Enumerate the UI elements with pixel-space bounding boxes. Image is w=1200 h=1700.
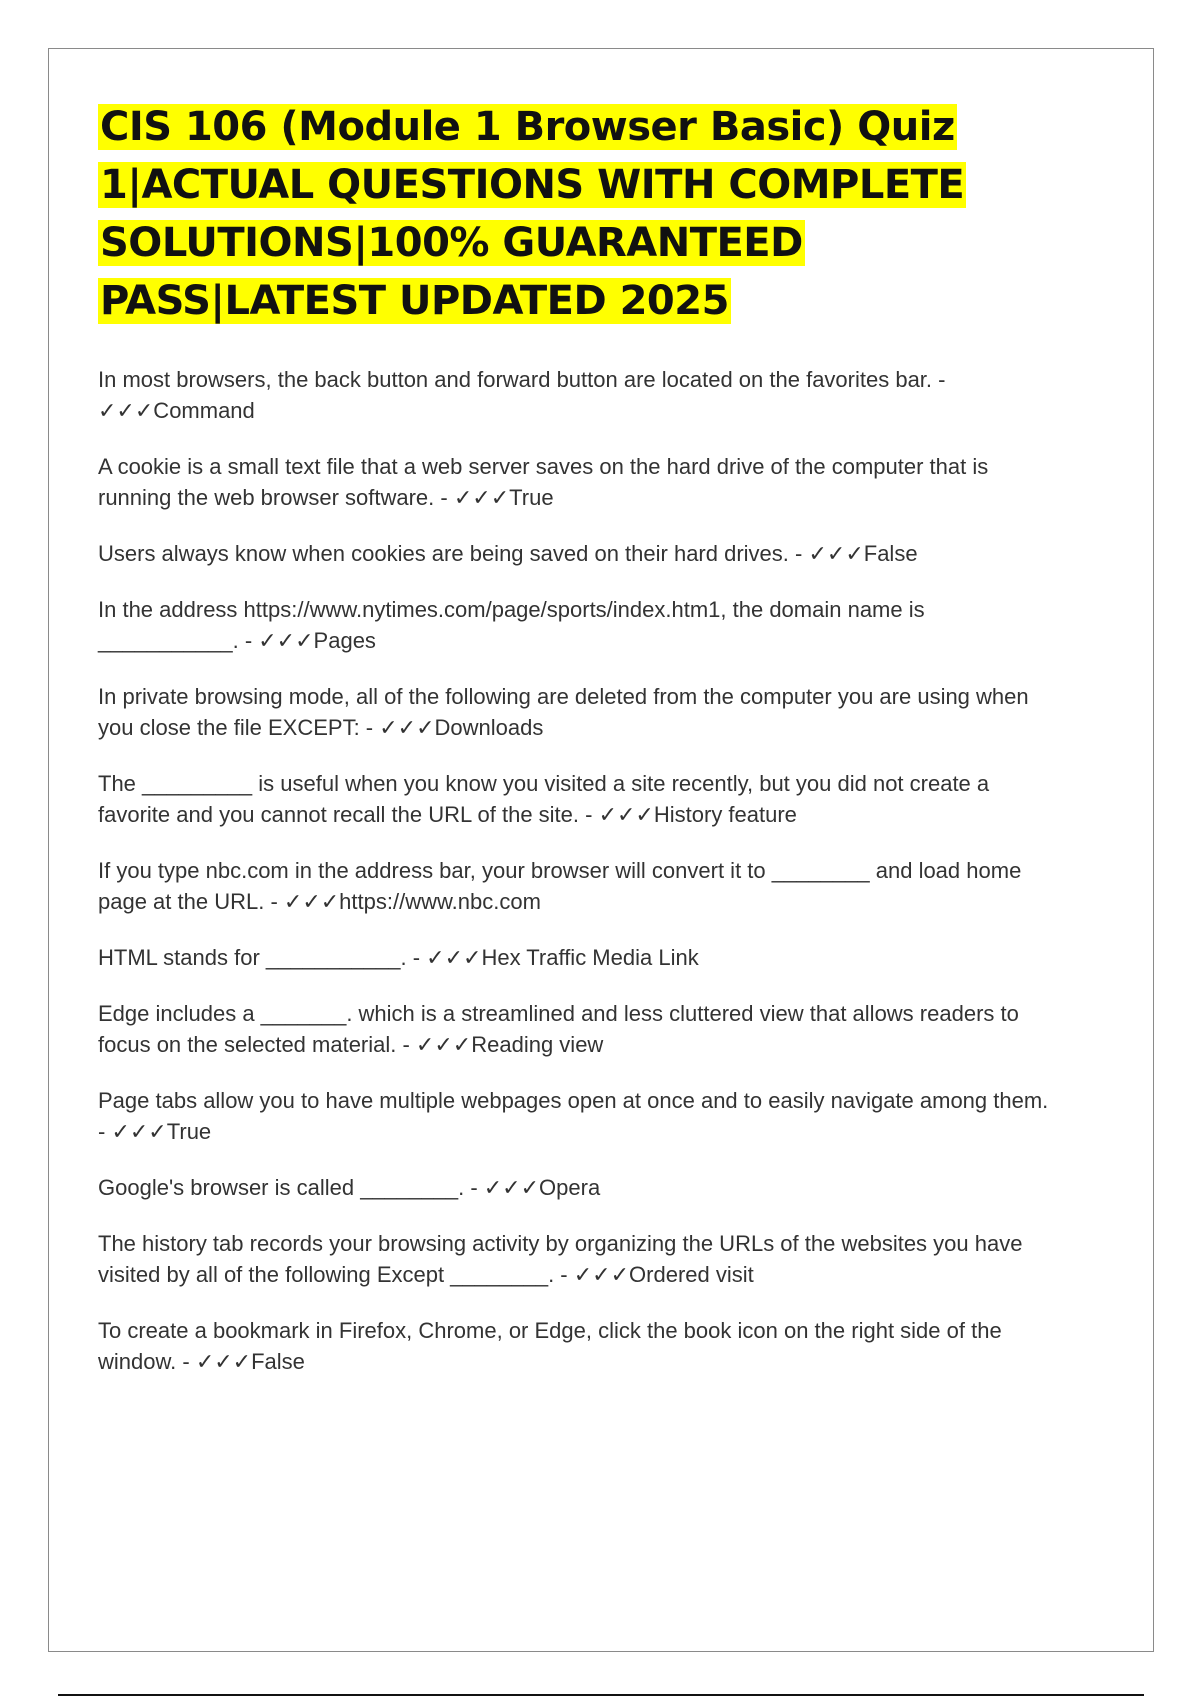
qa-item: HTML stands for ___________. - ✓✓✓Hex Traffic Media Link bbox=[98, 945, 699, 970]
qa-list bbox=[98, 364, 1058, 1377]
qa-item: In most browsers, the back button and forward button are located on the favorites bar. - ✓✓✓Command bbox=[98, 367, 946, 423]
footer-divider bbox=[58, 1694, 1144, 1696]
qa-item: If you type nbc.com in the address bar, your browser will convert it to ________ and load home page at the URL. - ✓✓✓https://www.nbc.com bbox=[98, 858, 1022, 914]
qa-item: To create a bookmark in Firefox, Chrome, or Edge, click the book icon on the right side of the window. - ✓✓✓False bbox=[98, 1318, 1002, 1374]
qa-item: The history tab records your browsing activity by organizing the URLs of the websites you have visited by all of the following Except ________. - ✓✓✓Ordered visit bbox=[98, 1231, 1023, 1287]
qa-item: In the address https://www.nytimes.com/page/sports/index.htm1, the domain name is ___________. - ✓✓✓Pages bbox=[98, 597, 925, 653]
qa-item: The _________ is useful when you know you visited a site recently, but you did not create a favorite and you cannot recall the URL of the site. - ✓✓✓History feature bbox=[98, 771, 990, 827]
qa-item: Edge includes a _______. which is a streamlined and less cluttered view that allows readers to focus on the selected material. - ✓✓✓Reading view bbox=[98, 1001, 1019, 1057]
title-line-1: CIS 106 (Module 1 Browser Basic) Quiz bbox=[100, 104, 955, 150]
qa-item: Page tabs allow you to have multiple webpages open at once and to easily navigate among them. - ✓✓✓True bbox=[98, 1088, 1049, 1144]
qa-item: Users always know when cookies are being saved on their hard drives. - ✓✓✓False bbox=[98, 541, 918, 566]
qa-item: Google's browser is called ________. - ✓✓✓Opera bbox=[98, 1175, 601, 1200]
title-line-3: SOLUTIONS|100% GUARANTEED bbox=[100, 220, 803, 266]
document-content bbox=[98, 98, 1058, 1402]
title-line-2: 1|ACTUAL QUESTIONS WITH COMPLETE bbox=[100, 162, 965, 208]
qa-item: In private browsing mode, all of the following are deleted from the computer you are using when you close the file EXCEPT: - ✓✓✓Downloads bbox=[98, 684, 1029, 740]
document-title bbox=[98, 98, 1058, 330]
qa-item: A cookie is a small text file that a web server saves on the hard drive of the computer that is running the web browser software. - ✓✓✓True bbox=[98, 454, 989, 510]
title-line-4: PASS|LATEST UPDATED 2025 bbox=[100, 278, 729, 324]
